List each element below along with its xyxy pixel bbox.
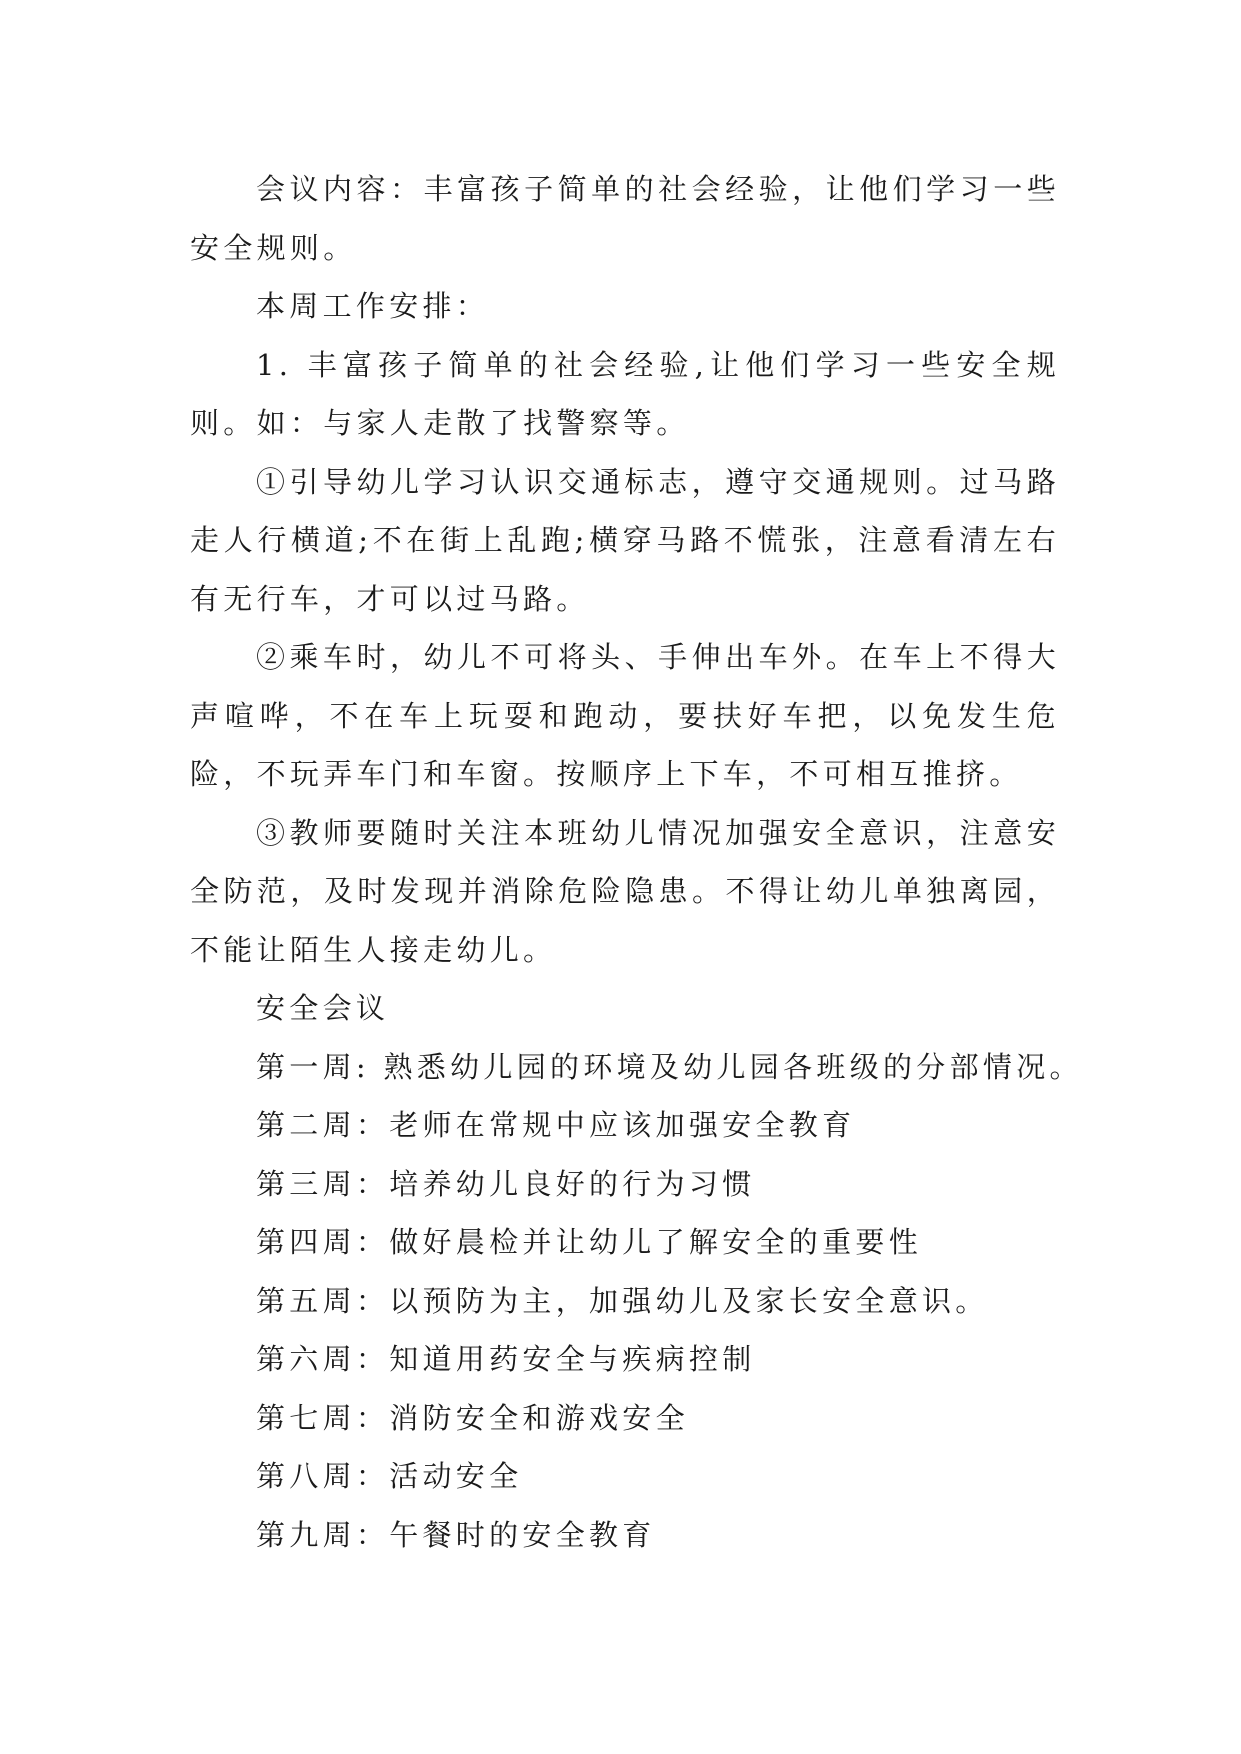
paragraph-sub-item-3: ③教师要随时关注本班幼儿情况加强安全意识，注意安全防范，及时发现并消除危险隐患。不得让幼儿单独离园，不能让陌生人接走幼儿。 — [190, 815, 1060, 967]
paragraph-weekly-plan-heading: 本周工作安排： — [256, 289, 490, 323]
week-item-3: 第三周：培养幼儿良好的行为习惯 — [256, 1166, 756, 1201]
document-body — [190, 160, 1083, 1564]
paragraph-sub-item-2: ②乘车时，幼儿不可将头、手伸出车外。在车上不得大声喧哗，不在车上玩耍和跑动，要扶好车把，以免发生危险，不玩弄车门和车窗。按顺序上下车，不可相互推挤。 — [190, 640, 1060, 791]
paragraph-item-1: 1. 丰富孩子简单的社会经验,让他们学习一些安全规则。如：与家人走散了找警察等。 — [190, 347, 1060, 440]
paragraph-meeting-content: 会议内容：丰富孩子简单的社会经验，让他们学习一些安全规则。 — [190, 172, 1060, 265]
paragraph-sub-item-1: ①引导幼儿学习认识交通标志，遵守交通规则。过马路走人行横道;不在街上乱跑;横穿马路不慌张，注意看清左右有无行车，才可以过马路。 — [190, 464, 1060, 616]
week-item-6: 第六周：知道用药安全与疾病控制 — [256, 1342, 756, 1376]
week-item-5: 第五周：以预防为主，加强幼儿及家长安全意识。 — [256, 1283, 989, 1318]
week-item-4: 第四周：做好晨检并让幼儿了解安全的重要性 — [256, 1225, 923, 1259]
week-item-9: 第九周：午餐时的安全教育 — [256, 1517, 656, 1552]
section-title: 安全会议 — [256, 991, 390, 1025]
week-item-8: 第八周：活动安全 — [256, 1459, 523, 1493]
week-item-2: 第二周：老师在常规中应该加强安全教育 — [256, 1108, 856, 1142]
week-item-7: 第七周：消防安全和游戏安全 — [256, 1400, 689, 1435]
week-item-1: 第一周: 熟悉幼儿园的环境及幼儿园各班级的分部情况。 — [256, 1049, 1083, 1084]
